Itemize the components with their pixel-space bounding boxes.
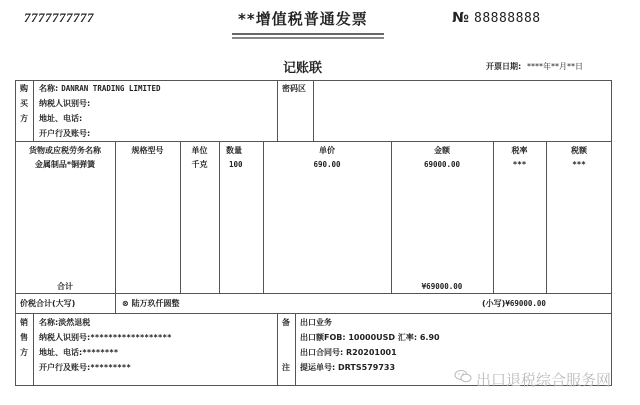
buyer-bank bbox=[39, 128, 90, 139]
remark-line-3: 出口合同号: R20201001 bbox=[300, 348, 397, 357]
buyer-bank-label: 开户行及账号: bbox=[39, 129, 91, 138]
seller-address bbox=[39, 347, 118, 358]
col-header-qty: 数量 bbox=[226, 146, 242, 155]
col-header-name: 货物或应税劳务名称 bbox=[29, 146, 101, 155]
buyer-address-label: 地址、电话: bbox=[39, 114, 83, 123]
number-label: № bbox=[452, 10, 469, 26]
issue-date-label: 开票日期: bbox=[486, 62, 522, 71]
seller-bank-value: ********* bbox=[90, 363, 131, 372]
item-price: 690.00 bbox=[313, 160, 341, 169]
title-underline-2 bbox=[232, 37, 384, 39]
buyer-side-label-3: 方 bbox=[20, 114, 28, 123]
cipher-area-label: 密码区 bbox=[282, 84, 306, 93]
item-unit: 千克 bbox=[191, 160, 208, 169]
grand-total-small bbox=[482, 298, 546, 309]
col-header-spec: 规格型号 bbox=[131, 146, 164, 155]
item-rate: *** bbox=[512, 160, 527, 169]
buyer-address bbox=[39, 113, 82, 124]
buyer-name-label: 名称: bbox=[39, 84, 59, 93]
buyer-tax-id bbox=[39, 98, 90, 109]
seller-tax-id-label: 纳税人识别号: bbox=[39, 333, 91, 342]
invoice-code: 7777777777 bbox=[24, 10, 94, 25]
subtotal-amount: ¥69000.00 bbox=[421, 282, 463, 291]
remark-line-1: 出口业务 bbox=[300, 318, 332, 327]
seller-address-value: ******** bbox=[82, 348, 119, 357]
grand-total-label: 价税合计(大写) bbox=[20, 299, 76, 308]
seller-tax-id-value: ****************** bbox=[90, 333, 172, 342]
subtotal-label: 合计 bbox=[57, 282, 73, 291]
issue-date bbox=[486, 61, 583, 72]
col-header-tax: 税额 bbox=[571, 146, 587, 155]
title-underline bbox=[232, 33, 384, 35]
divider bbox=[313, 80, 314, 141]
col-header-price: 单价 bbox=[319, 146, 335, 155]
copy-type: 记账联 bbox=[283, 61, 323, 76]
seller-side-label-3: 方 bbox=[20, 348, 28, 357]
divider bbox=[115, 141, 116, 313]
col-header-amount: 金额 bbox=[434, 146, 450, 155]
divider bbox=[219, 141, 220, 293]
seller-side-label-2: 售 bbox=[20, 333, 28, 342]
issue-date-value: ****年**月**日 bbox=[527, 62, 583, 71]
item-tax: *** bbox=[572, 160, 586, 169]
divider bbox=[15, 141, 612, 142]
divider bbox=[15, 293, 612, 294]
col-header-unit: 单位 bbox=[191, 146, 208, 155]
seller-name bbox=[39, 317, 90, 328]
divider bbox=[295, 313, 296, 386]
divider bbox=[33, 313, 34, 386]
divider bbox=[277, 313, 278, 386]
remark-label-bottom: 注 bbox=[282, 363, 290, 372]
seller-address-label: 地址、电话: bbox=[39, 348, 83, 357]
seller-bank bbox=[39, 362, 131, 373]
item-qty: 100 bbox=[229, 160, 243, 169]
wechat-icon bbox=[454, 369, 472, 383]
divider bbox=[33, 80, 34, 141]
buyer-name bbox=[39, 83, 161, 94]
buyer-side-label-1: 购 bbox=[20, 84, 28, 93]
invoice-number: 88888888 bbox=[474, 11, 541, 26]
seller-side-label-1: 销 bbox=[20, 318, 28, 327]
item-name: 金属制品*铜弹簧 bbox=[34, 160, 96, 169]
seller-name-label: 名称: bbox=[39, 318, 59, 327]
divider bbox=[15, 313, 612, 314]
grand-total-words: ⊗ 陆万玖仟圆整 bbox=[122, 299, 180, 308]
remark-label-top: 备 bbox=[282, 318, 290, 327]
seller-bank-label: 开户行及账号: bbox=[39, 363, 91, 372]
watermark-text: 出口退税综合服务网 bbox=[476, 371, 612, 389]
item-amount: 69000.00 bbox=[423, 160, 461, 169]
seller-name-value: 淡然退税 bbox=[58, 318, 91, 327]
col-header-rate: 税率 bbox=[511, 146, 528, 155]
buyer-tax-id-label: 纳税人识别号: bbox=[39, 99, 91, 108]
divider bbox=[277, 80, 278, 141]
grand-total-small-label: (小写) bbox=[482, 299, 506, 308]
remark-line-4: 提运单号: DRTS579733 bbox=[300, 363, 396, 372]
seller-tax-id bbox=[39, 332, 171, 343]
invoice-title: **增值税普通发票 bbox=[238, 10, 368, 28]
remark-line-2: 出口额FOB: 10000USD 汇率: 6.90 bbox=[300, 333, 440, 342]
buyer-name-value: DANRAN TRADING LIMITED bbox=[61, 84, 161, 93]
grand-total-small-value: ¥69000.00 bbox=[505, 299, 546, 308]
buyer-side-label-2: 买 bbox=[20, 99, 28, 108]
